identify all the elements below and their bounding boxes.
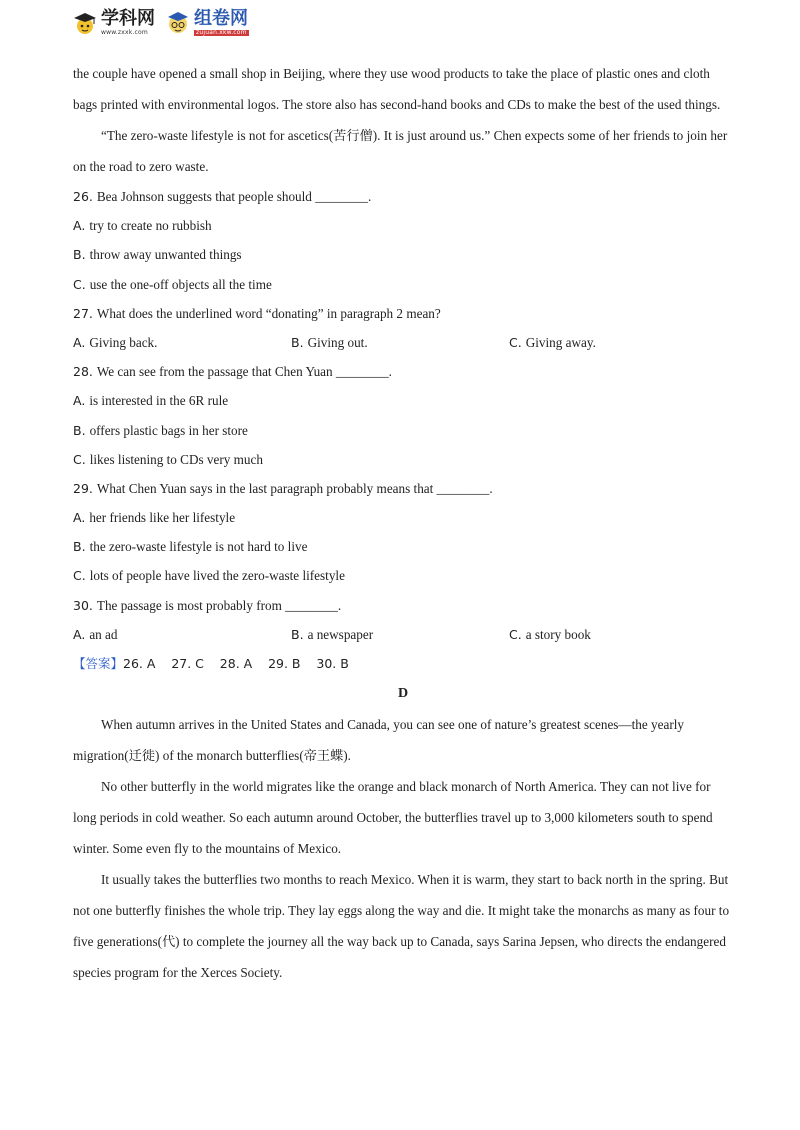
option-a: A. Giving back. — [73, 334, 158, 350]
question-27 — [73, 299, 733, 357]
options-row — [73, 328, 733, 357]
option-c: C. Giving away. — [509, 334, 596, 350]
logo1-title: 学科网 — [101, 8, 155, 29]
option-c: C. lots of people have lived the zero-waste lifestyle — [73, 568, 345, 584]
option-b: B. throw away unwanted things — [73, 247, 242, 263]
option-b: B. offers plastic bags in her store — [73, 422, 248, 438]
question-30 — [73, 591, 733, 649]
passage-c-paragraph: the couple have opened a small shop in Beijing, where they use wood products to take the place of plastic ones and cloth bags printed with environmental logos. The store also has second-hand books and CDs to make the best of the used things. — [73, 66, 721, 112]
answer-key — [73, 649, 733, 678]
logo2-url: zujuan.xkw.com — [196, 29, 247, 36]
passage-c-paragraph: “The zero-waste lifestyle is not for ascetics(苦行僧). It is just around us.” Chen expects some of her friends to join her on the road to zero waste. — [73, 128, 728, 174]
logo1-url: www.zxxk.com — [101, 29, 148, 36]
option-b: B. Giving out. — [291, 334, 368, 350]
question-28 — [73, 357, 733, 474]
option-b: B. a newspaper — [291, 626, 374, 642]
header-logos — [72, 10, 249, 36]
option-c: C. use the one-off objects all the time — [73, 276, 272, 292]
question-stem: 28. We can see from the passage that Chen Yuan ________. — [73, 364, 392, 380]
section-title: D — [397, 686, 409, 702]
page-content — [73, 58, 733, 988]
option-a: A. is interested in the 6R rule — [73, 393, 229, 409]
answer-values: 26. A 27. C 28. A 29. B 30. B — [123, 656, 349, 671]
question-26 — [73, 182, 733, 299]
answer-tag: 【答案】 — [73, 656, 124, 671]
logo2-title: 组卷网 — [194, 8, 248, 29]
question-29 — [73, 474, 733, 591]
passage-d-paragraph: When autumn arrives in the United States and Canada, you can see one of nature’s greatest scenes—the yearly migration(迁徙) of the monarch butterflies(帝王蝶). — [73, 717, 684, 764]
question-stem: 30. The passage is most probably from ________. — [73, 597, 342, 613]
question-stem: 26. Bea Johnson suggests that people should ________. — [73, 189, 372, 204]
logo-zujuan[interactable] — [165, 10, 249, 36]
question-stem: 29. What Chen Yuan says in the last paragraph probably means that ________. — [73, 480, 493, 496]
option-a: A. an ad — [73, 626, 118, 642]
option-c: C. a story book — [509, 626, 591, 642]
option-a: A. try to create no rubbish — [73, 218, 212, 234]
student-mascot-icon — [165, 10, 191, 36]
option-c: C. likes listening to CDs very much — [73, 451, 263, 467]
option-a: A. her friends like her lifestyle — [73, 510, 236, 526]
logo-zxxk[interactable] — [72, 10, 155, 36]
option-b: B. the zero-waste lifestyle is not hard to live — [73, 539, 308, 555]
passage-d-paragraph: It usually takes the butterflies two months to reach Mexico. When it is warm, they start to back north in the spring. But not one butterfly finishes the whole trip. They lay eggs along the way and die. It might take the monarchs as many as four to five generations(代) to complete the journey all the way back up to Canada, says Sarina Jepsen, who directs the endangered species program for the Xerces Society. — [73, 872, 730, 981]
question-stem: 27. What does the underlined word “donating” in paragraph 2 mean? — [73, 305, 441, 321]
options-row — [73, 620, 733, 649]
graduate-mascot-icon — [72, 10, 98, 36]
passage-d-paragraph: No other butterfly in the world migrates like the orange and black monarch of North America. They can not live for long periods in cold weather. So each autumn around October, the butterflies travel up to 3,000 kilometers south to spend winter. Some even fly to the mountains of Mexico. — [73, 779, 713, 857]
